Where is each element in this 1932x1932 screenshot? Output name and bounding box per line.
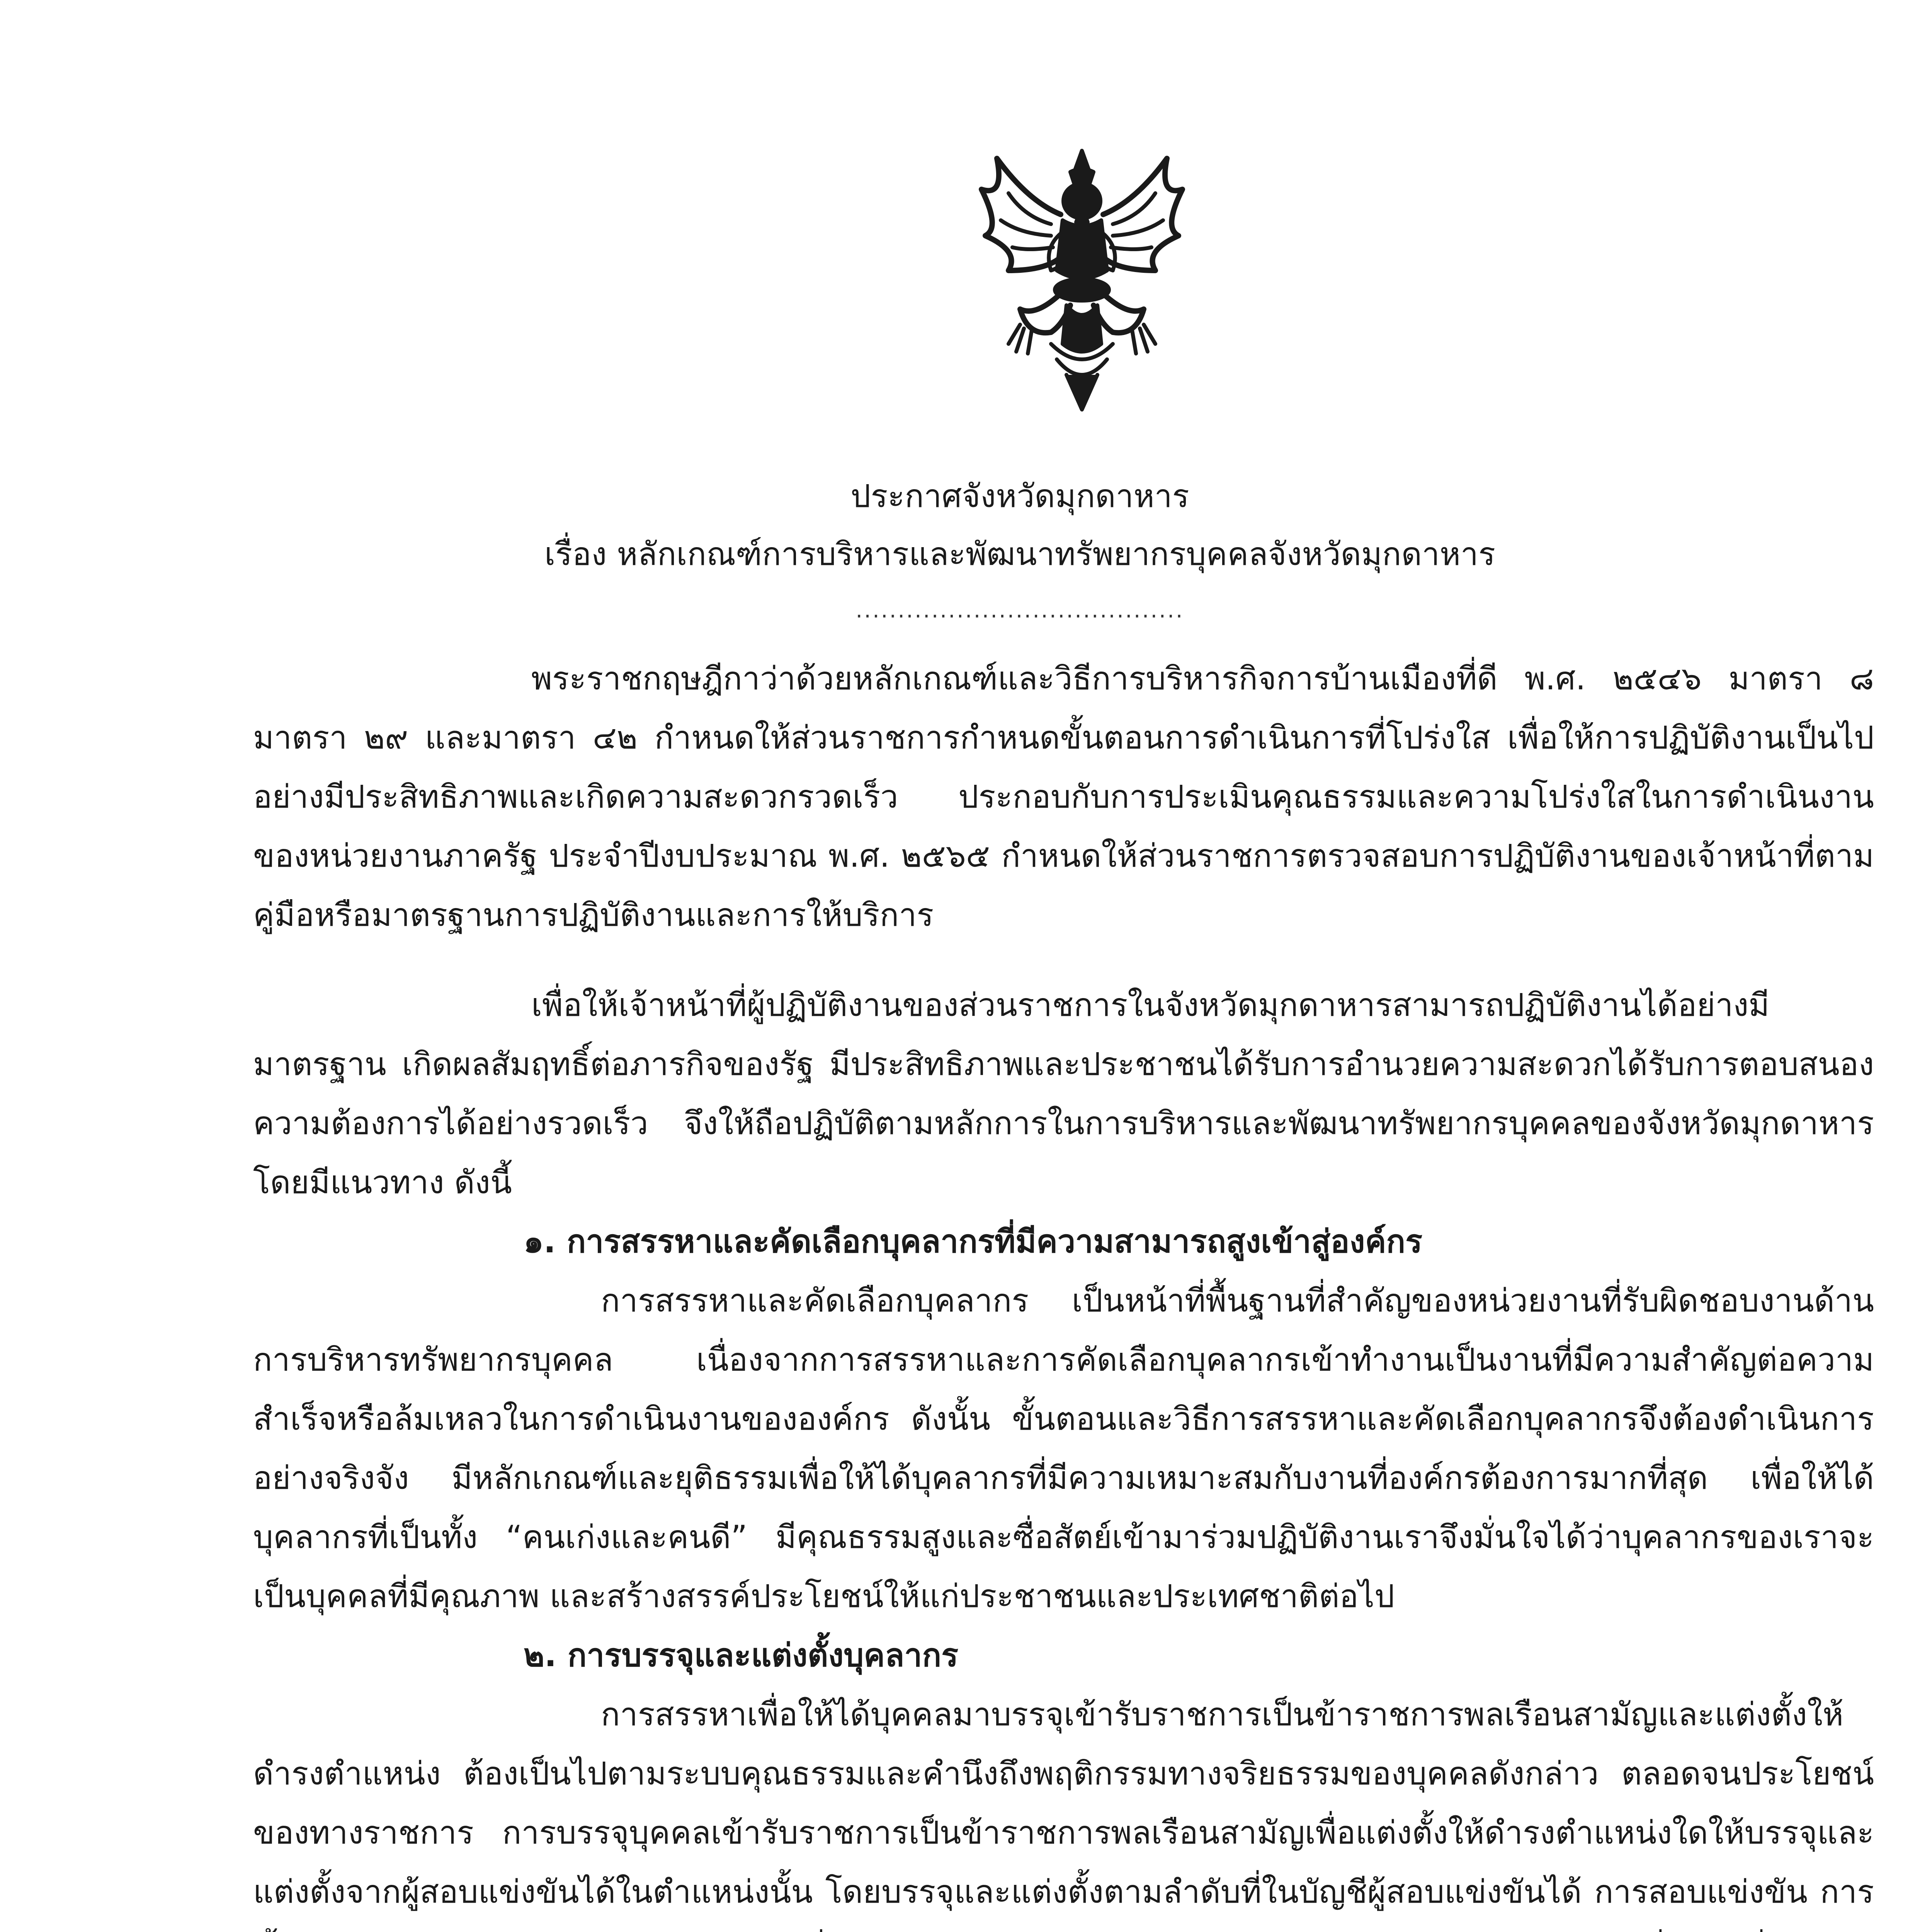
document-title: ประกาศจังหวัดมุกดาหาร: [850, 478, 1189, 515]
header-separator: .......................................: [855, 598, 1184, 623]
section-text-2: การสรรหาเพื่อให้ได้บุคคลมาบรรจุเข้ารับราชการเป็นข้าราชการพลเรือนสามัญและแต่งตั้งให้ดำรงตำแหน่ง ต้องเป็นไปตามระบบคุณธรรมและคำนึงถึงพฤติกรรมทางจริยธรรมของบุคคลดังกล่าว ตลอดจนประโยชน์ของทางราชการ การบรรจุบุคคลเข้ารับราชการเป็นข้าราชการพลเรือนสามัญเพื่อแต่งตั้งให้ดำรงตำแหน่งใดให้บรรจุและแต่งตั้งจากผู้สอบแข่งขันได้ในตำแหน่งนั้น โดยบรรจุและแต่งตั้งตามลำดับที่ในบัญชีผู้สอบแข่งขันได้ การสอบแข่งขัน การ: [253, 1696, 1874, 1910]
document-body: [253, 649, 1874, 1932]
section-heading-2: ๒. การบรรจุและแต่งตั้งบุคลากร: [524, 1637, 959, 1674]
garuda-emblem-icon: [974, 143, 1190, 413]
section-heading-1: ๑. การสรรหาและคัดเลือกบุคลากรที่มีความสามารถสูงเข้าสู่องค์กร: [524, 1223, 1423, 1260]
section-text-1: การสรรหาและคัดเลือกบุคลากร เป็นหน้าที่พื้นฐานที่สำคัญของหน่วยงานที่รับผิดชอบงานด้านการบริหารทรัพยากรบุคคล เนื่องจากการสรรหาและการคัดเลือกบุคลากรเข้าทำงานเป็นงานที่มีความสำคัญต่อความสำเร็จหรือล้มเหลวในการดำเนินงานขององค์กร ดังนั้น ขั้นตอนและวิธีการสรรหาและคัดเลือกบุคลากรจึงต้องดำเนินการอย่างจริงจัง มีหลักเกณฑ์และยุติธรรมเพื่อให้ได้บุคลากรที่มีความเหมาะสมกับงานที่องค์กรต้องการมากที่สุด เพื่อให้ได้บุคลากรที่เป็นทั้ง “คนเก่งและคนดี” มีคุณธรรมสูงและซื่อสัตย์เข้ามาร่วมปฏิบัติงานเราจึงมั่นใจได้ว่าบุคลากรของเราจะเป็นบุคคลที่มีคุณภาพ และสร้างสรรค์ประโยชน์ให้แก่ประชาชนและประเทศชาติต่อไป: [253, 1282, 1874, 1615]
intro-paragraph-2: เพื่อให้เจ้าหน้าที่ผู้ปฏิบัติงานของส่วนราชการในจังหวัดมุกดาหารสามารถปฏิบัติงานได้อย่างมีมาตรฐาน เกิดผลสัมฤทธิ์ต่อภารกิจของรัฐ มีประสิทธิภาพและประชาชนได้รับการอำนวยความสะดวกได้รับการตอบสนองความต้องการได้อย่างรวดเร็ว จึงให้ถือปฏิบัติตามหลักการในการบริหารและพัฒนาทรัพยากรบุคคลของจังหวัดมุกดาหารโดยมีแนวทาง ดังนี้: [253, 987, 1874, 1201]
document-header: [0, 468, 1932, 634]
intro-paragraph-1: พระราชกฤษฎีกาว่าด้วยหลักเกณฑ์และวิธีการบริหารกิจการบ้านเมืองที่ดี พ.ศ. ๒๕๔๖ มาตรา ๘ มาตรา ๒๙ และมาตรา ๔๒ กำหนดให้ส่วนราชการกำหนดขั้นตอนการดำเนินการที่โปร่งใส เพื่อให้การปฏิบัติงานเป็นไปอย่างมีประสิทธิภาพและเกิดความสะดวกรวดเร็ว ประกอบกับการประเมินคุณธรรมและความโปร่งใสในการดำเนินงานของหน่วยงานภาครัฐ ประจำปีงบประมาณ พ.ศ. ๒๕๖๕ กำหนดให้ส่วนราชการตรวจสอบการปฏิบัติงานของเจ้าหน้าที่ตามคู่มือหรือมาตรฐานการปฏิบัติงานและการให้บริการ: [253, 660, 1874, 934]
document-subject: เรื่อง หลักเกณฑ์การบริหารและพัฒนาทรัพยากรบุคคลจังหวัดมุกดาหาร: [544, 536, 1496, 573]
